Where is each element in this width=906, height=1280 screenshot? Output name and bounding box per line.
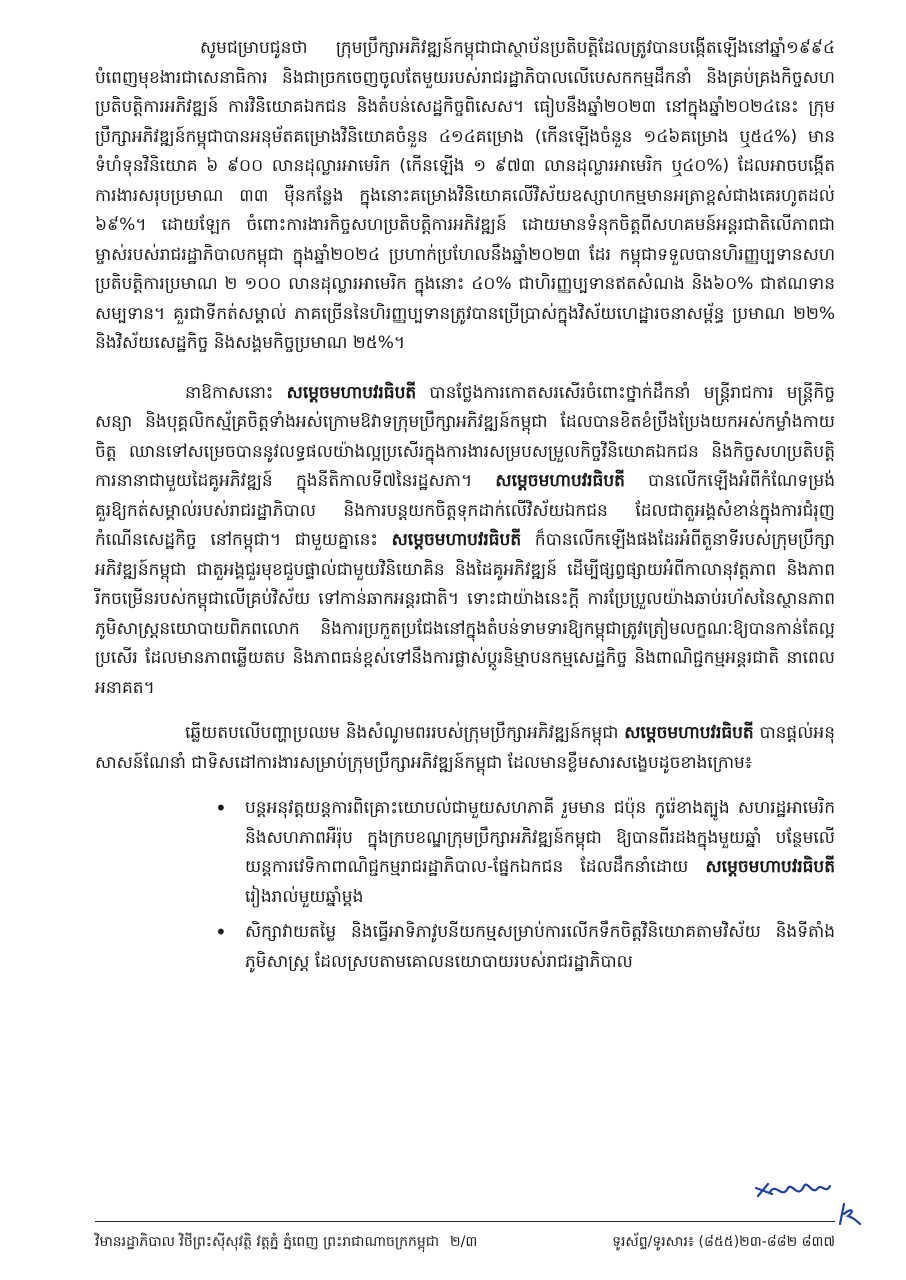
paragraph-text: ឆ្លើយតបលើបញ្ហាប្រឈម និងសំណូមពររបស់ក្រុមប្រឹក្សាអភិវឌ្ឍន៍កម្ពុជា — [185, 723, 625, 743]
bullet-icon: • — [215, 796, 227, 820]
footer-address: វិមានរដ្ឋាភិបាល វិថីព្រះស៊ីសុវត្ថិ វត្តភ្នំ ភ្នំពេញ ព្រះរាជាណាចក្រកម្ពុជា — [95, 1234, 440, 1250]
list-item-text: សិក្សាវាយតម្លៃ និងធ្វើអាទិភាវូបនីយកម្មសម្រាប់ការលើកទឹកចិត្តវិនិយោគតាមវិស័យ និងទីតាំងភូមិសាស្ត្រ ដែលស្របតាមគោលនយោបាយរបស់រាជរដ្ឋាភិបាល — [245, 922, 835, 972]
list-item-text: រៀងរាល់មួយឆ្នាំម្តង — [245, 886, 364, 907]
footer-divider — [95, 1221, 835, 1222]
paragraph-text: បានថ្លែងការកោតសរសើរចំពោះថ្នាក់ដឹកនាំ មន្ត្រីរាជការ មន្ត្រីកិច្ចសន្យា និងបុគ្គលិកស្ម័គ្រចិត្តទាំងអស់ក្រោមឱវាទក្រុមប្រឹក្សាអភិវឌ្ឍន៍កម្ពុជា ដែលបានខិតខំប្រឹងប្រែងយកអស់កម្លាំងកាយចិត្ត ឈានទៅសម្រេចបាននូវលទ្ធផលយ៉ាងល្អប្រសើរក្នុងការងារសម្របសម្រួលកិច្ចវិនិយោគឯកជន និងកិច្ចសហប្រតិបត្តិការនានាជាមួយដៃគូអភិវឌ្ឍន៍ ក្នុងនីតិកាលទី៧នៃរដ្ឋសភា។ — [95, 382, 835, 491]
pm-title: សម្តេចមហាបវរធិបតី — [624, 723, 754, 743]
document-body — [95, 34, 835, 983]
footer-phone: ទូរស័ព្ទ/ទូរសារ៖ (៨៥៥)២៣-៨៨២ ៨៣៧ — [612, 1234, 835, 1250]
bullet-icon: • — [215, 920, 227, 944]
paragraph-pm-remarks — [95, 379, 835, 704]
page-number: ២/៣ — [450, 1234, 478, 1250]
paragraph-text: បានលើកឡើងអំពីកំណែទម្រង់គួរឱ្យកត់សម្គាល់របស់រាជរដ្ឋាភិបាល និងការបន្តយកចិត្តទុកដាក់លើវិស័យឯកជន ដែលជាតួអង្គសំខាន់ក្នុងការជំរុញកំណើនសេដ្ឋកិច្ច នៅកម្ពុជា។ ជាមួយគ្នានេះ — [95, 471, 835, 550]
recommendation-list — [95, 794, 835, 977]
pm-title: សម្តេចមហាបវរធិបតី — [286, 382, 417, 403]
page-footer — [95, 1230, 835, 1254]
list-item — [215, 794, 835, 912]
paragraph-recommendations-intro — [95, 719, 835, 778]
paragraph-text: នាឱកាសនោះ — [185, 382, 287, 403]
paragraph-cdc-overview: សូមជម្រាបជូនថា ក្រុមប្រឹក្សាអភិវឌ្ឍន៍កម្ពុជាជាស្ថាប័នប្រតិបត្តិដែលត្រូវបានបង្កើតឡើងនៅឆ្នាំ១៩៩៤ បំពេញមុខងារជាសេនាធិការ និងជាច្រកចេញចូលតែមួយរបស់រាជរដ្ឋាភិបាលលើបេសកកម្មដឹកនាំ និងគ្រប់គ្រងកិច្ចសហប្រតិបត្តិការអភិវឌ្ឍន៍ ការវិនិយោគឯកជន និងតំបន់សេដ្ឋកិច្ចពិសេស។ ធៀបនឹងឆ្នាំ២០២៣ នៅក្នុងឆ្នាំ២០២៤នេះ ក្រុមប្រឹក្សាអភិវឌ្ឍន៍កម្ពុជាបានអនុម័តគម្រោងវិនិយោគចំនួន ៤១៤គម្រោង (កើនឡើងចំនួន ១៤៦គម្រោង ឬ៥៤%) មានទំហំទុនវិនិយោគ ៦ ៩០០ លានដុល្លារអាមេរិក (កើនឡើង ១ ៩៧៣ លានដុល្លារអាមេរិក ឬ៤០%) ដែលអាចបង្កើតការងារសរុបប្រមាណ ៣៣ ម៉ឺនកន្លែង ក្នុងនោះគម្រោងវិនិយោគលើវិស័យឧស្សាហកម្មមានអត្រាខ្ពស់ជាងគេរហូតដល់ ៦៩%។ ដោយឡែក ចំពោះការងារកិច្ចសហប្រតិបត្តិការអភិវឌ្ឍន៍ ដោយមានទំនុកចិត្តពីសហគមន៍អន្តរជាតិលើភាពជាម្ចាស់របស់រាជរដ្ឋាភិបាលកម្ពុជា ក្នុងឆ្នាំ២០២៤ ប្រហាក់ប្រហែលនឹងឆ្នាំ២០២៣ ដែរ កម្ពុជាទទួលបានហិរញ្ញប្បទានសហប្រតិបត្តិការប្រមាណ ២ ១០០ លានដុល្លារអាមេរិក ក្នុងនោះ ៤០% ជាហិរញ្ញប្បទានឥតសំណង និង៦០% ជាឥណទានសម្បទាន។ គួរជាទីកត់សម្គាល់ ភាគច្រើននៃហិរញ្ញប្បទានត្រូវបានប្រើប្រាស់ក្នុងវិស័យហេដ្ឋារចនាសម្ព័ន្ធ ប្រមាណ ២២% និងវិស័យសេដ្ឋកិច្ច និងសង្គមកិច្ចប្រមាណ ២៥%។ — [95, 38, 835, 353]
paragraph-text: ក៏បានលើកឡើងផងដែរអំពីតួនាទីរបស់ក្រុមប្រឹក្សាអភិវឌ្ឍន៍កម្ពុជា ជាតួអង្គជួរមុខជួបផ្ទាល់ជាមួយវិនិយោគិន និងដៃគូអភិវឌ្ឍន៍ ដើម្បីផ្សព្វផ្សាយអំពីកាលានុវត្តភាព និងភាពរីកចម្រើនរបស់កម្ពុជាលើគ្រប់វិស័យ ទៅកាន់ឆាកអន្តរជាតិ។ ទោះជាយ៉ាងនេះក្តី ការប្រែប្រួលយ៉ាងឆាប់រហ័សនៃស្ថានភាពភូមិសាស្ត្រនយោបាយពិភពលោក និងការប្រកួតប្រជែងនៅក្នុងតំបន់ទាមទារឱ្យកម្ពុជាត្រូវត្រៀមលក្ខណៈឱ្យបានកាន់តែល្អប្រសើរ ដែលមានភាពឆ្លើយតប និងភាពធន់ខ្ពស់ទៅនឹងការផ្លាស់ប្តូរនិម្មាបនកម្មសេដ្ឋកិច្ច និងពាណិជ្ជកម្មអន្តរជាតិ នាពេលអនាគត។ — [95, 530, 835, 698]
pm-title: សម្តេចមហាបវរធិបតី — [495, 471, 625, 491]
list-item-text: បន្តអនុវត្តយន្តការពិគ្រោះយោបល់ជាមួយសហភាគី រួមមាន ជប៉ុន កូរ៉េខាងត្បូង សហរដ្ឋអាមេរិក និងសហភាពអឺរ៉ុប ក្នុងក្របខណ្ឌក្រុមប្រឹក្សាអភិវឌ្ឍន៍កម្ពុជា ឱ្យបានពីរដងក្នុងមួយឆ្នាំ បន្ថែមលើយន្តការវេទិកាពាណិជ្ជកម្មរាជរដ្ឋាភិបាល-ផ្នែកឯកជន ដែលដឹកនាំដោយ — [245, 798, 835, 877]
paragraph-text: បានផ្តល់អនុសាសន៍ណែនាំ ជាទិសដៅការងារសម្រាប់ក្រុមប្រឹក្សាអភិវឌ្ឍន៍កម្ពុជា ដែលមានខ្លឹមសារសង្ខេបដូចខាងក្រោម៖ — [95, 723, 835, 773]
pm-title: សម្តេចមហាបវរធិបតី — [391, 530, 522, 550]
pm-title: សម្តេចមហាបវរធិបតី — [705, 857, 835, 877]
list-item — [215, 918, 835, 977]
